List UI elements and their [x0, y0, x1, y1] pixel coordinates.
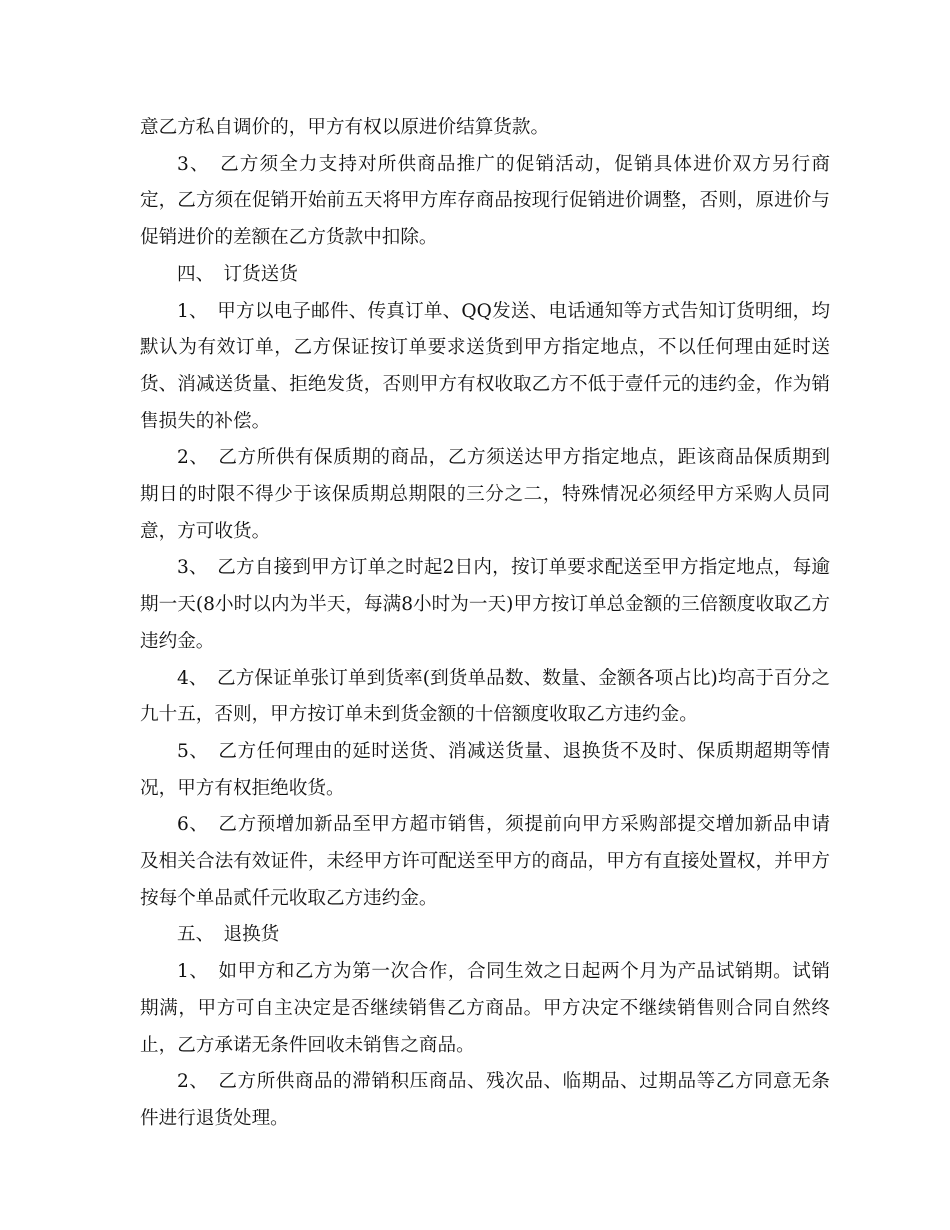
document-body	[140, 110, 830, 1138]
clause-5-2-returns: 2、 乙方所供商品的滞销积压商品、残次品、临期品、过期品等乙方同意无条件进行退货处理。	[140, 1071, 830, 1129]
clause-4-2-shelf-life: 2、 乙方所供有保质期的商品，乙方须送达甲方指定地点，距该商品保质期到期日的时限不得少于该保质期总期限的三分之二，特殊情况必须经甲方采购人员同意，方可收货。	[140, 447, 830, 542]
clause-4-4-fill-rate: 4、 乙方保证单张订单到货率(到货单品数、数量、金额各项占比)均高于百分之九十五，否则，甲方按订单未到货金额的十倍额度收取乙方违约金。	[140, 667, 830, 726]
clause-4-5-refusal: 5、 乙方任何理由的延时送货、消减送货量、退换货不及时、保质期超期等情况，甲方有权拒绝收货。	[140, 740, 830, 799]
clause-5-1-trial-period: 1、 如甲方和乙方为第一次合作，合同生效之日起两个月为产品试销期。试销期满，甲方可自主决定是否继续销售乙方商品。甲方决定不继续销售则合同自然终止，乙方承诺无条件回收未销售之商品。	[140, 961, 830, 1056]
clause-4-3-delivery-time: 3、 乙方自接到甲方订单之时起2日内，按订单要求配送至甲方指定地点，每逾期一天(8小时以内为半天，每满8小时为一天)甲方按订单总金额的三倍额度收取乙方违约金。	[140, 557, 830, 652]
clause-4-1-orders: 1、 甲方以电子邮件、传真订单、QQ发送、电话通知等方式告知订货明细，均默认为有效订单，乙方保证按订单要求送货到甲方指定地点，不以任何理由延时送货、消减送货量、拒绝发货，否则甲方有权收取乙方不低于壹仟元的违约金，作为销售损失的补偿。	[140, 300, 830, 432]
section-heading-ordering-delivery: 四、 订货送货	[177, 263, 298, 285]
section-heading-returns: 五、 退换货	[177, 924, 280, 946]
paragraph-continuation: 意乙方私自调价的，甲方有权以原进价结算货款。	[140, 117, 550, 138]
clause-4-6-new-products: 6、 乙方预增加新品至甲方超市销售，须提前向甲方采购部提交增加新品申请及相关合法有效证件，未经甲方许可配送至甲方的商品，甲方有直接处置权，并甲方按每个单品贰仟元收取乙方违约金。	[140, 814, 830, 909]
clause-3-promotion: 3、 乙方须全力支持对所供商品推广的促销活动，促销具体进价双方另行商定，乙方须在促销开始前五天将甲方库存商品按现行促销进价调整，否则，原进价与促销进价的差额在乙方货款中扣除。	[140, 153, 830, 249]
